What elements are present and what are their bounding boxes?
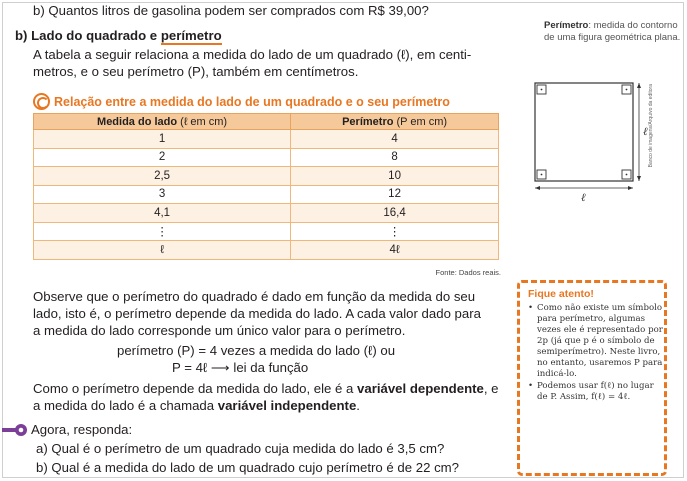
question-a: a) Qual é o perímetro de um quadrado cuja medida do lado é 3,5 cm? — [36, 441, 445, 456]
body-p1-line-3: a medida do lado corresponde um único valor para o perímetro. — [33, 323, 406, 338]
cell-perimeter: 8 — [291, 148, 499, 167]
cell-side: ℓ — [34, 241, 291, 260]
side-label: ℓ — [643, 126, 648, 138]
cell-perimeter: 12 — [291, 185, 499, 204]
cell-side: 1 — [34, 130, 291, 149]
table-row — [34, 167, 499, 186]
cell-side: 4,1 — [34, 204, 291, 223]
data-table — [33, 113, 499, 260]
table-title — [33, 93, 450, 110]
attention-box — [517, 280, 667, 476]
table-title-text: Relação entre a medida do lado de um quadrado e o seu perímetro — [54, 94, 450, 109]
cell-side: ⋮ — [34, 222, 291, 241]
cell-perimeter: ⋮ — [291, 222, 499, 241]
p2-line1-a: Como o perímetro depende da medida do lado, ele é a — [33, 381, 358, 396]
dependent-variable-term: variável dependente — [357, 381, 484, 396]
attention-title: Fique atento! — [528, 288, 594, 300]
body-p2-line-2 — [33, 398, 360, 415]
cell-perimeter: 4ℓ — [291, 241, 499, 260]
answer-prompt: Agora, responda: — [31, 422, 133, 437]
header-perimeter-bold: Perímetro — [342, 115, 394, 128]
header-side-light: (ℓ em cm) — [177, 115, 228, 128]
intro-line-1: A tabela a seguir relaciona a medida do lado de um quadrado (ℓ), em centi- — [33, 47, 472, 62]
cell-perimeter: 16,4 — [291, 204, 499, 223]
cell-side: 2,5 — [34, 167, 291, 186]
formula-line-2: P = 4ℓ ⟶ lei da função — [172, 360, 309, 375]
table-row — [34, 130, 499, 149]
square-diagram — [521, 75, 649, 205]
section-title-a: Lado do quadrado e — [31, 28, 161, 43]
section-title-b: perímetro — [160, 28, 222, 43]
table-header-perimeter — [291, 114, 499, 130]
attention-item: • Podemos usar f(ℓ) no lugar de P. Assim, f(ℓ) = 4ℓ. — [528, 381, 664, 403]
cell-perimeter: 10 — [291, 167, 499, 186]
independent-variable-term: variável independente — [217, 398, 357, 413]
table-header-side — [34, 114, 291, 130]
p2-line2-c: . — [356, 398, 360, 413]
table-row — [34, 241, 499, 260]
table-source: Fonte: Dados reais. — [435, 268, 501, 277]
p2-line1-c: , e — [483, 381, 499, 396]
attention-item: • Como não existe um símbolo para perímetro, algumas vezes ele é representado por 2p (já que p é o símbolo de semiperímetro). Neste livro, no entanto, usaremos P para indicá-lo. — [528, 303, 664, 380]
perimeter-definition — [544, 20, 684, 43]
formula-line-1: perímetro (P) = 4 vezes a medida do lado (ℓ) ou — [117, 343, 396, 358]
section-prefix: b) — [15, 28, 32, 43]
definition-term: Perímetro — [544, 20, 589, 31]
table-row — [34, 204, 499, 223]
cell-side: 3 — [34, 185, 291, 204]
body-p1-line-1: Observe que o perímetro do quadrado é dado em função da medida do seu — [33, 289, 476, 304]
image-credit: Banco de imagens/Arquivo da editora — [648, 84, 654, 168]
cell-perimeter: 4 — [291, 130, 499, 149]
header-side-bold: Medida do lado — [97, 115, 178, 128]
cell-side: 2 — [34, 148, 291, 167]
body-p2-line-1 — [33, 381, 499, 398]
table-row — [34, 185, 499, 204]
definition-text: : medida do contorno de uma figura geométrica plana. — [544, 20, 681, 43]
attention-list — [528, 303, 664, 404]
previous-question: b) Quantos litros de gasolina podem ser comprados com R$ 39,00? — [33, 3, 429, 18]
body-p1-line-2: lado, isto é, o perímetro depende da medida do lado. A cada valor dado para — [33, 306, 481, 321]
table-title-icon — [33, 93, 50, 110]
section-heading — [15, 28, 222, 45]
p2-line2-a: a medida do lado é a chamada — [33, 398, 218, 413]
intro-line-2: metros, e o seu perímetro (P), também em centímetros. — [33, 64, 359, 79]
header-perimeter-light: (P em cm) — [393, 115, 448, 128]
activity-bullet-icon — [2, 423, 28, 437]
table-row — [34, 148, 499, 167]
question-b: b) Qual é a medida do lado de um quadrado cujo perímetro é de 22 cm? — [36, 460, 459, 475]
table-row — [34, 222, 499, 241]
bottom-label: ℓ — [581, 192, 586, 204]
